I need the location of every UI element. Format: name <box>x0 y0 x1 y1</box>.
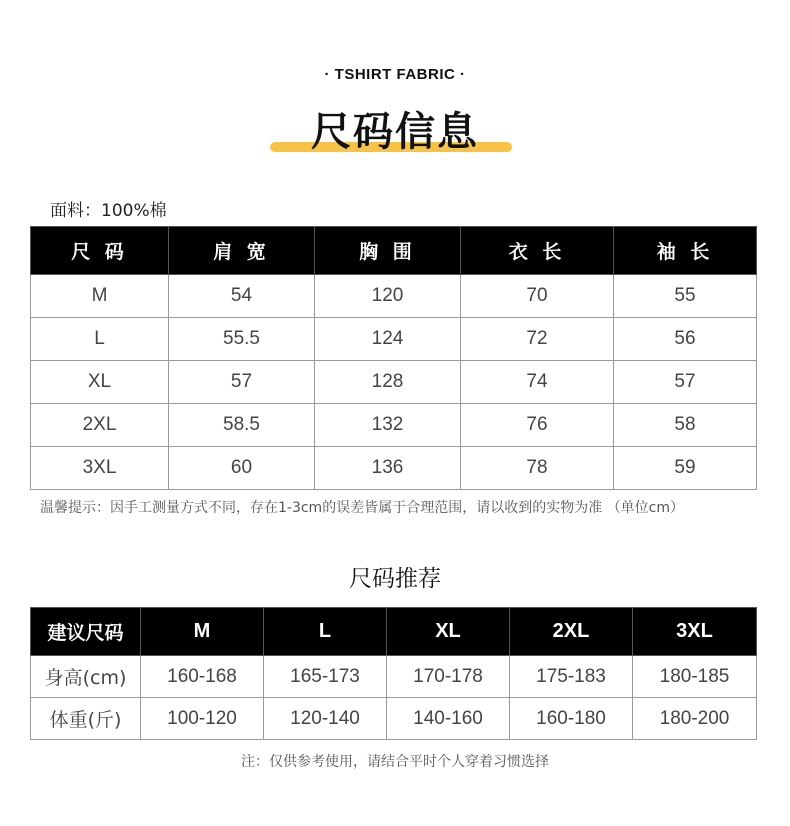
table-row <box>31 318 757 361</box>
cell-length: 74 <box>461 361 614 404</box>
cell-height-l: 165-173 <box>264 656 387 698</box>
header-suggested-size: 建议尺码 <box>31 608 141 656</box>
recommend-header-row <box>31 608 757 656</box>
size-table <box>30 226 757 490</box>
table-row <box>31 447 757 490</box>
page-title: 尺码信息 <box>311 109 479 155</box>
cell-sleeve: 57 <box>614 361 757 404</box>
cell-chest: 132 <box>315 404 461 447</box>
header-size-l: L <box>264 608 387 656</box>
table-row <box>31 361 757 404</box>
cell-length: 78 <box>461 447 614 490</box>
cell-height-m: 160-168 <box>141 656 264 698</box>
cell-chest: 120 <box>315 275 461 318</box>
cell-shoulder: 57 <box>169 361 315 404</box>
subtitle: · TSHIRT FABRIC · <box>324 66 466 83</box>
cell-height-2xl: 175-183 <box>510 656 633 698</box>
cell-size: 2XL <box>31 404 169 447</box>
cell-sleeve: 59 <box>614 447 757 490</box>
header-size-xl: XL <box>387 608 510 656</box>
cell-length: 72 <box>461 318 614 361</box>
cell-length: 70 <box>461 275 614 318</box>
usage-note: 注：仅供参考使用，请结合平时个人穿着习惯选择 <box>241 754 549 770</box>
recommend-title: 尺码推荐 <box>349 566 441 592</box>
cell-size: 3XL <box>31 447 169 490</box>
table-row <box>31 656 757 698</box>
cell-weight-m: 100-120 <box>141 698 264 740</box>
cell-height-3xl: 180-185 <box>633 656 757 698</box>
row-label-weight: 体重(斤) <box>31 698 141 740</box>
header-length: 衣 长 <box>461 227 614 275</box>
cell-weight-2xl: 160-180 <box>510 698 633 740</box>
header-size-3xl: 3XL <box>633 608 757 656</box>
cell-shoulder: 60 <box>169 447 315 490</box>
cell-chest: 128 <box>315 361 461 404</box>
cell-shoulder: 55.5 <box>169 318 315 361</box>
measurement-tip: 温馨提示：因手工测量方式不同，存在1-3cm的误差皆属于合理范围，请以收到的实物为准 （单位cm） <box>40 500 684 516</box>
size-table-header-row <box>31 227 757 275</box>
cell-size: M <box>31 275 169 318</box>
table-row <box>31 275 757 318</box>
cell-size: L <box>31 318 169 361</box>
title-block <box>0 96 790 156</box>
row-label-height: 身高(cm) <box>31 656 141 698</box>
cell-weight-3xl: 180-200 <box>633 698 757 740</box>
cell-shoulder: 58.5 <box>169 404 315 447</box>
cell-length: 76 <box>461 404 614 447</box>
table-row <box>31 698 757 740</box>
table-row <box>31 404 757 447</box>
header-size: 尺 码 <box>31 227 169 275</box>
fabric-info: 面料：100%棉 <box>50 201 167 221</box>
cell-sleeve: 56 <box>614 318 757 361</box>
recommend-table <box>30 607 757 740</box>
cell-height-xl: 170-178 <box>387 656 510 698</box>
header-shoulder: 肩 宽 <box>169 227 315 275</box>
cell-weight-xl: 140-160 <box>387 698 510 740</box>
cell-sleeve: 55 <box>614 275 757 318</box>
header-size-2xl: 2XL <box>510 608 633 656</box>
cell-weight-l: 120-140 <box>264 698 387 740</box>
header-size-m: M <box>141 608 264 656</box>
cell-sleeve: 58 <box>614 404 757 447</box>
cell-shoulder: 54 <box>169 275 315 318</box>
cell-chest: 124 <box>315 318 461 361</box>
cell-chest: 136 <box>315 447 461 490</box>
cell-size: XL <box>31 361 169 404</box>
header-sleeve: 袖 长 <box>614 227 757 275</box>
header-chest: 胸 围 <box>315 227 461 275</box>
